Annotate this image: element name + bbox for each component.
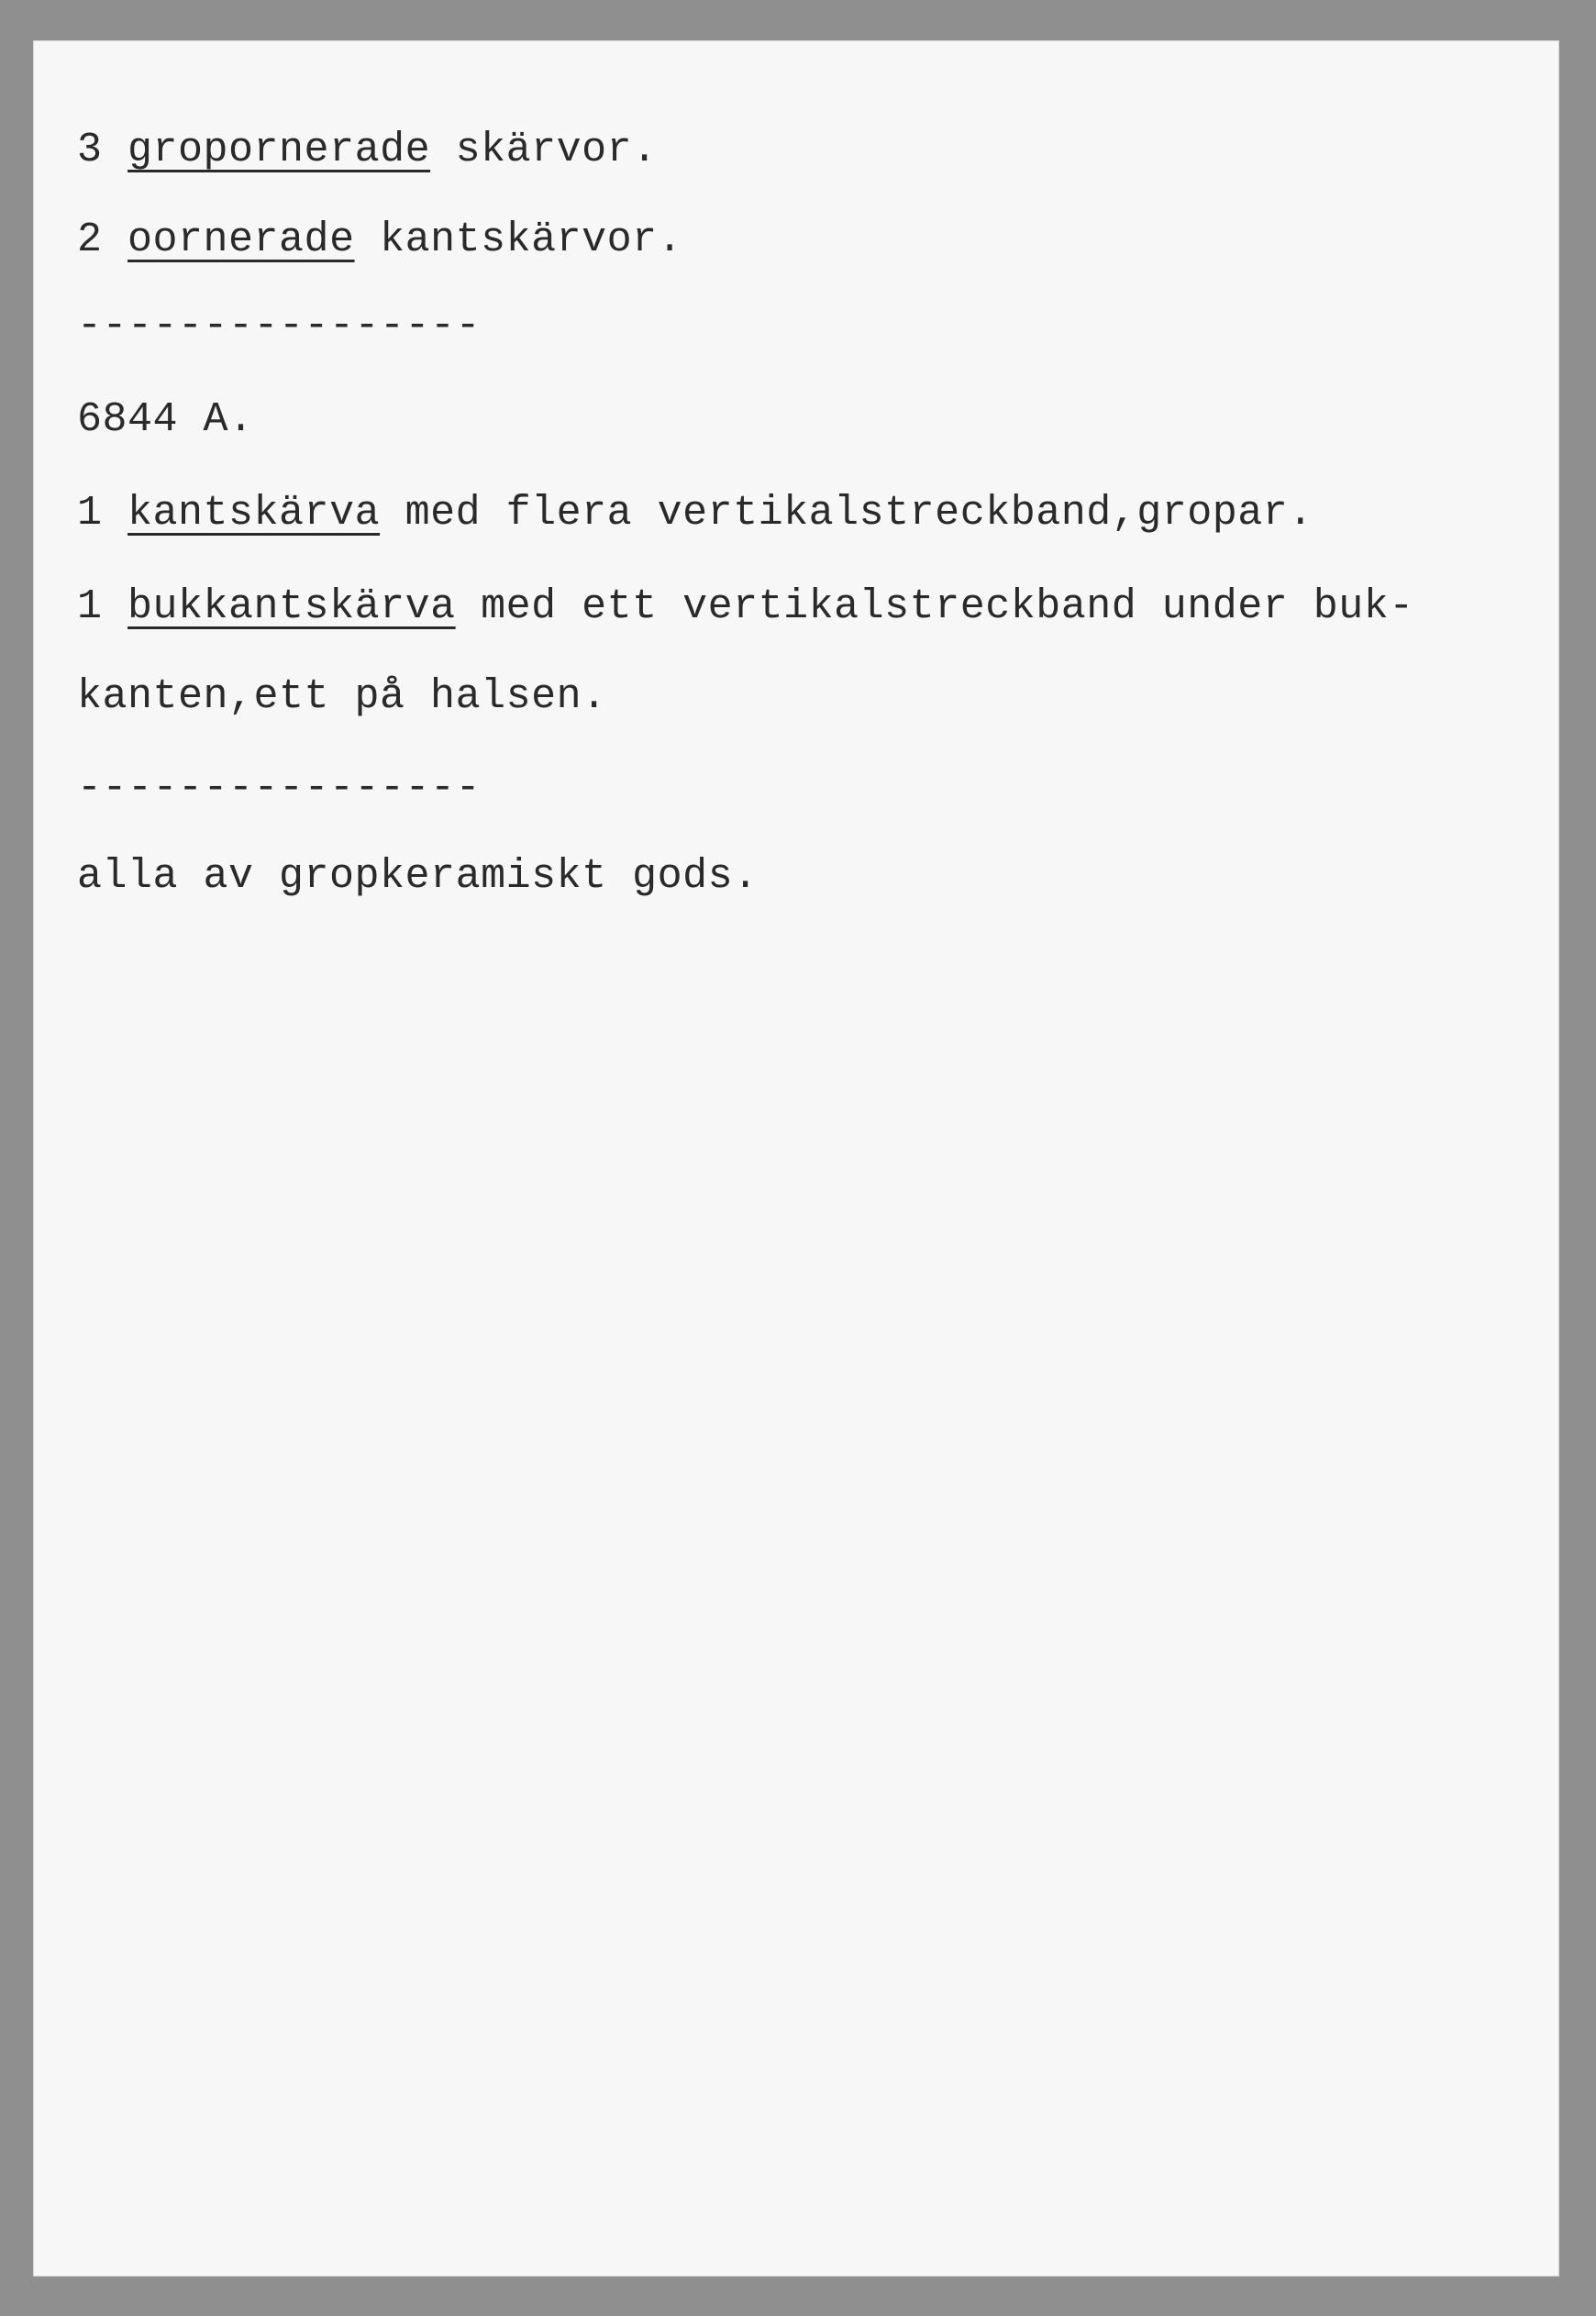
- entry-term: bukkantskärva: [127, 583, 456, 630]
- summary-line: alla av gropkeramiskt gods.: [77, 853, 759, 900]
- separator-line: ----------------: [77, 765, 482, 812]
- entry-term: oornerade: [127, 216, 355, 263]
- entry-term: gropornerade: [127, 127, 431, 173]
- entry-text: med flera vertikalstreckband,gropar.: [405, 490, 1313, 537]
- entry-count: 1: [77, 490, 103, 537]
- catalog-card: [33, 40, 1559, 2277]
- entry-line-4-continued: kanten,ett på halsen.: [77, 673, 607, 720]
- entry-text: med ett vertikalstreckband under buk-: [481, 583, 1414, 630]
- entry-count: 1: [77, 583, 103, 630]
- separator-line: ----------------: [77, 303, 482, 349]
- entry-term: kantskärva: [127, 490, 381, 537]
- entry-line-2: [77, 215, 682, 266]
- entry-text: skärvor.: [455, 127, 658, 173]
- entry-count: 3: [77, 127, 103, 173]
- entry-line-3: [77, 488, 1313, 539]
- catalog-number: 6844 A.: [77, 396, 254, 443]
- entry-text: kantskärvor.: [380, 216, 683, 263]
- entry-line-1: [77, 125, 658, 176]
- entry-line-4: [77, 582, 1414, 633]
- entry-count: 2: [77, 216, 103, 263]
